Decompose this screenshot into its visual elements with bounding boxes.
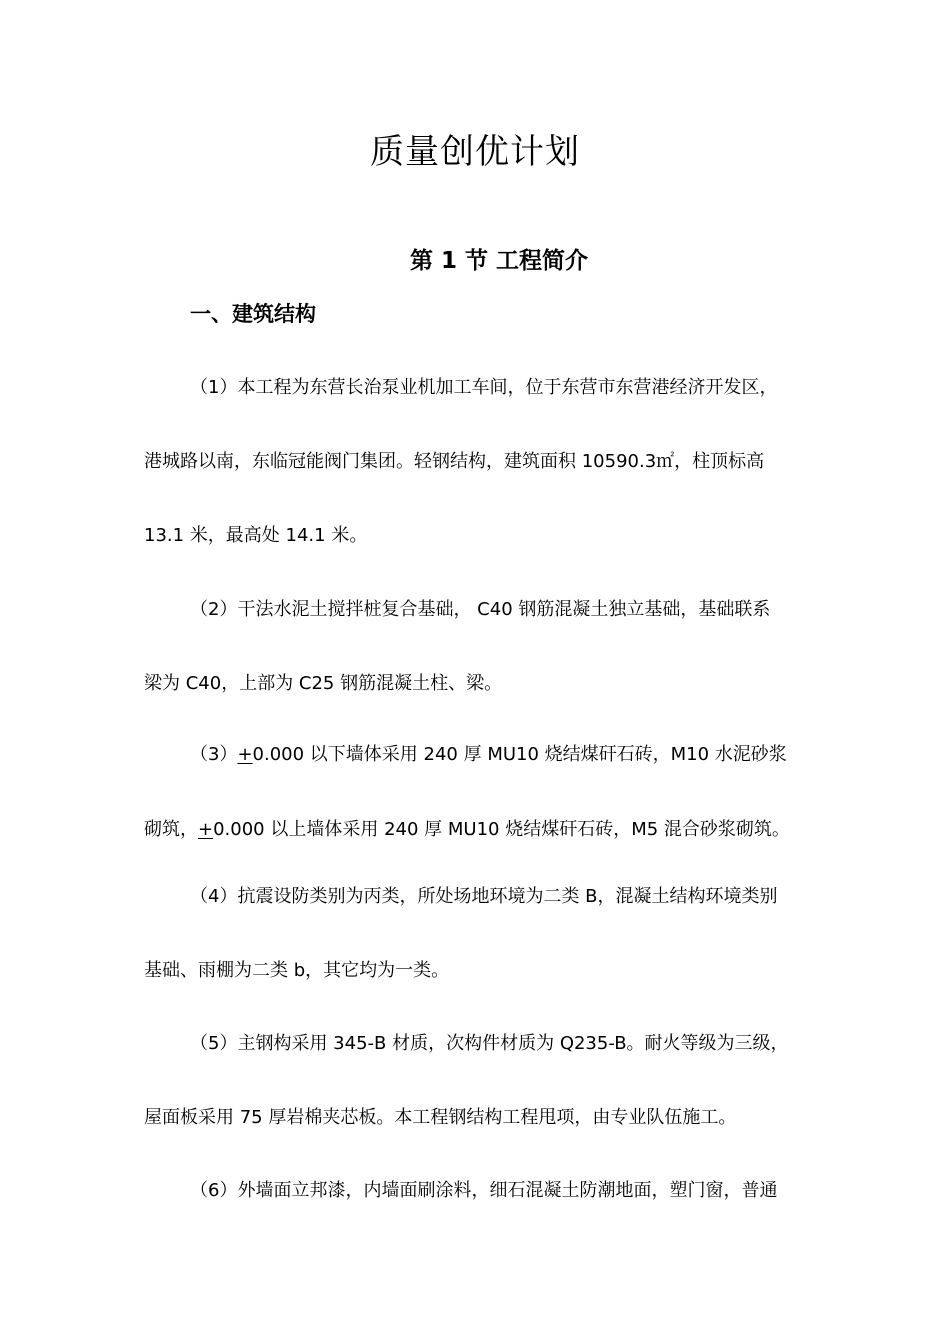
paragraph-line-part: 砌筑， (144, 819, 198, 840)
paragraph-line: （2）干法水泥土搅拌桩复合基础， C40 钢筋混凝土独立基础，基础联系 (190, 599, 771, 620)
paragraph-line: （4）抗震设防类别为丙类，所处场地环境为二类 B，混凝土结构环境类别 (190, 886, 778, 907)
paragraph-line: 基础、雨棚为二类 b，其它均为一类。 (144, 960, 450, 981)
paragraph-line: 梁为 C40，上部为 C25 钢筋混凝土柱、梁。 (144, 673, 503, 694)
plus-minus-sign: + (198, 819, 214, 840)
paragraph-line-part: 0.000 以下墙体采用 240 厚 MU10 烧结煤矸石砖，M10 水泥砂浆 (252, 744, 787, 765)
document-title: 质量创优计划 (370, 132, 580, 172)
paragraph-line (144, 815, 790, 845)
paragraph-line: （1）本工程为东营长治泵业机加工车间，位于东营市东营港经济开发区， (190, 377, 778, 398)
paragraph-line: 屋面板采用 75 厚岩棉夹芯板。本工程钢结构工程甩项，由专业队伍施工。 (144, 1107, 737, 1128)
paragraph-line: 13.1 米，最高处 14.1 米。 (144, 525, 368, 546)
section-title: 第 1 节 工程简介 (409, 248, 589, 274)
subsection-title: 一、建筑结构 (190, 302, 316, 326)
paragraph-line-part: 0.000 以上墙体采用 240 厚 MU10 烧结煤矸石砖，M5 混合砂浆砌筑。 (213, 819, 790, 840)
paragraph-line (190, 740, 787, 770)
paragraph-line-part: （3） (190, 744, 238, 765)
paragraph-line: 港城路以南，东临冠能阀门集团。轻钢结构，建筑面积 10590.3㎡，柱顶标高 (144, 451, 765, 472)
paragraph-line: （6）外墙面立邦漆，内墙面刷涂料，细石混凝土防潮地面，塑门窗，普通 (190, 1180, 778, 1201)
paragraph-line: （5）主钢构采用 345-B 材质，次构件材质为 Q235-B。耐火等级为三级， (190, 1033, 789, 1054)
plus-minus-sign: + (237, 744, 253, 765)
